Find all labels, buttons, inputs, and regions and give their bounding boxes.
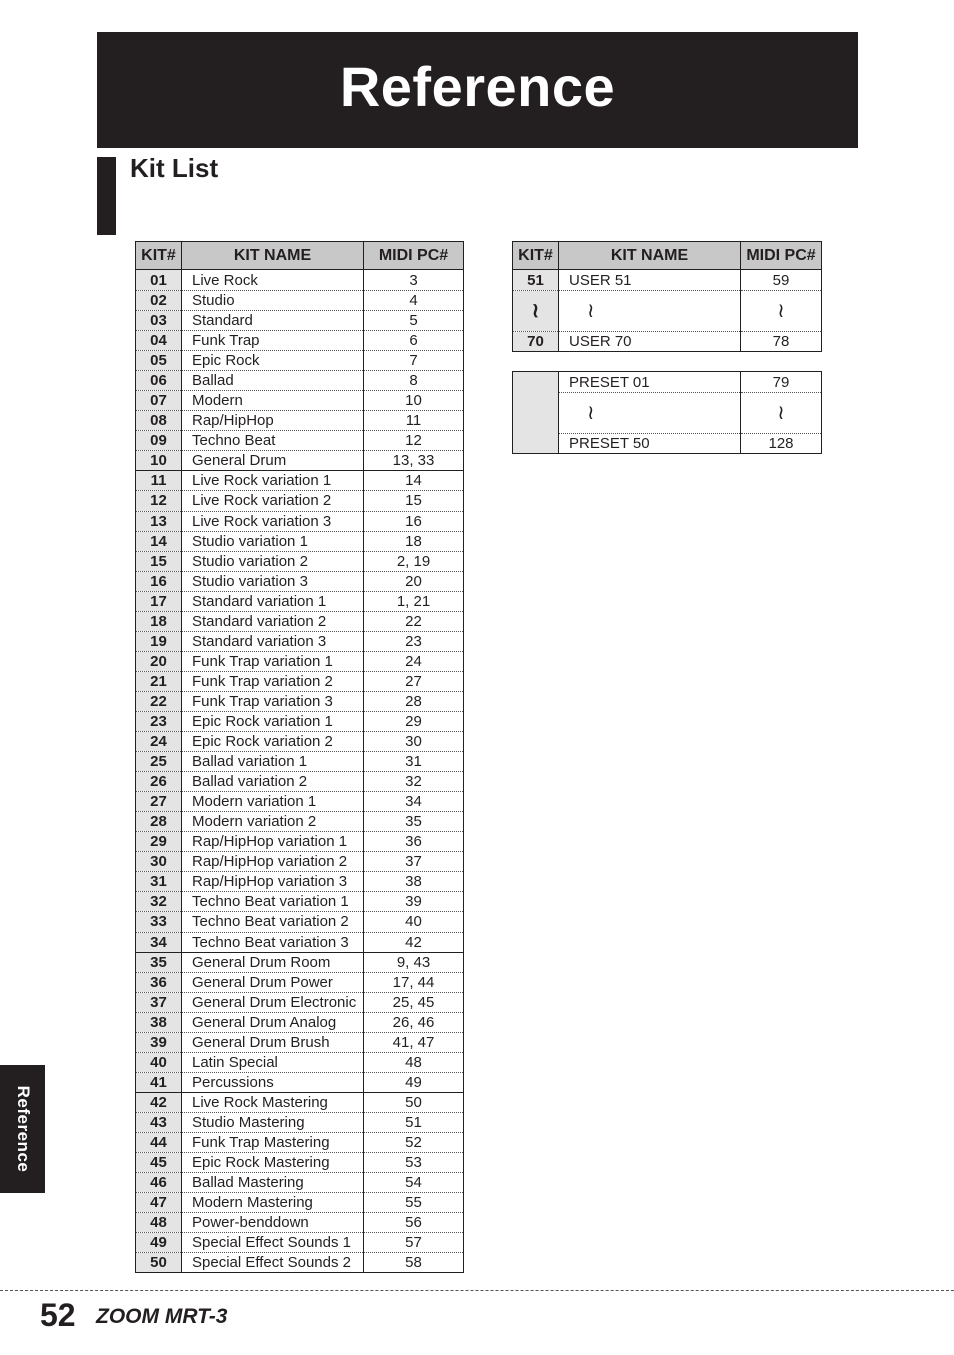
table-row: [136, 972, 464, 992]
kit-name: Live Rock variation 3: [182, 511, 364, 531]
table-row: [136, 892, 464, 912]
kit-name: Rap/HipHop variation 3: [182, 872, 364, 892]
kit-name: USER 51: [559, 270, 741, 291]
table-row: [513, 434, 822, 454]
midi-pc: 39: [364, 892, 464, 912]
kit-number: 35: [136, 952, 182, 972]
midi-pc: 28: [364, 691, 464, 711]
kit-name: Live Rock: [182, 270, 364, 291]
kit-name: Rap/HipHop: [182, 411, 364, 431]
kit-number: 46: [136, 1173, 182, 1193]
kit-number: 34: [136, 932, 182, 952]
kit-name: Epic Rock Mastering: [182, 1153, 364, 1173]
midi-pc: 59: [741, 270, 822, 291]
midi-pc: 53: [364, 1153, 464, 1173]
midi-pc: 8: [364, 371, 464, 391]
midi-pc: 51: [364, 1112, 464, 1132]
kit-name: Modern variation 1: [182, 792, 364, 812]
column-header-kit-number: KIT#: [136, 242, 182, 270]
kit-number: 36: [136, 972, 182, 992]
table-row: [136, 1132, 464, 1152]
side-tab-label: Reference: [13, 1085, 33, 1173]
kit-number: 43: [136, 1112, 182, 1132]
kit-number: 03: [136, 311, 182, 331]
kit-name: Studio variation 2: [182, 551, 364, 571]
midi-pc: 17, 44: [364, 972, 464, 992]
product-name: ZOOM MRT-3: [96, 1305, 228, 1328]
midi-pc: 15: [364, 491, 464, 511]
table-row: [136, 431, 464, 451]
midi-pc: 20: [364, 571, 464, 591]
kit-number: 17: [136, 591, 182, 611]
table-row: [136, 732, 464, 752]
section-title: Kit List: [130, 153, 219, 183]
table-row: [136, 952, 464, 972]
kit-number: 01: [136, 270, 182, 291]
kit-list-body: [136, 270, 464, 1273]
midi-pc: 26, 46: [364, 1012, 464, 1032]
kit-number: 20: [136, 651, 182, 671]
kit-name: Live Rock variation 1: [182, 471, 364, 491]
kit-number: 09: [136, 431, 182, 451]
side-index-tab: [0, 1065, 45, 1193]
midi-pc: 38: [364, 872, 464, 892]
section-marker-bar: [97, 157, 116, 235]
midi-pc: 35: [364, 812, 464, 832]
kit-number-blank: [513, 372, 559, 454]
kit-name: Power-benddown: [182, 1213, 364, 1233]
table-row: [136, 571, 464, 591]
midi-pc: 10: [364, 391, 464, 411]
range-mark: ≀: [741, 291, 822, 332]
footer-divider: [0, 1290, 954, 1291]
midi-pc: 50: [364, 1092, 464, 1112]
midi-pc: 57: [364, 1233, 464, 1253]
column-header-midi-pc: MIDI PC#: [741, 242, 822, 270]
kit-number: 12: [136, 491, 182, 511]
midi-pc: 78: [772, 333, 790, 351]
table-row: [136, 1012, 464, 1032]
kit-name: Special Effect Sounds 2: [182, 1253, 364, 1273]
kit-number: 41: [136, 1072, 182, 1092]
kit-name: PRESET 50: [559, 434, 741, 454]
column-header-kit-name: KIT NAME: [559, 242, 741, 270]
column-header-midi-pc: MIDI PC#: [364, 242, 464, 270]
table-row: [136, 1032, 464, 1052]
kit-name: PRESET 01: [559, 372, 741, 393]
range-mark: ≀: [513, 291, 559, 332]
table-row: [136, 1233, 464, 1253]
kit-name: Techno Beat variation 3: [182, 932, 364, 952]
table-row: [136, 992, 464, 1012]
kit-number: 06: [136, 371, 182, 391]
midi-pc: 31: [364, 752, 464, 772]
table-row: [136, 772, 464, 792]
midi-pc: 14: [364, 471, 464, 491]
kit-number: 44: [136, 1132, 182, 1152]
midi-pc: 2, 19: [364, 551, 464, 571]
kit-number: 07: [136, 391, 182, 411]
table-row: [513, 332, 822, 352]
table-header-row: [136, 242, 464, 270]
kit-number: 23: [136, 711, 182, 731]
kit-name: Live Rock Mastering: [182, 1092, 364, 1112]
kit-name: General Drum: [182, 451, 364, 471]
table-row: [136, 711, 464, 731]
midi-pc: 30: [364, 732, 464, 752]
kit-name: Latin Special: [182, 1052, 364, 1072]
kit-number: 70: [513, 332, 559, 352]
kit-name: Studio variation 1: [182, 531, 364, 551]
table-row: [136, 331, 464, 351]
table-row: [136, 511, 464, 531]
table-row: [136, 1193, 464, 1213]
table-row: [136, 371, 464, 391]
kit-name: Modern variation 2: [182, 812, 364, 832]
table-row: [136, 691, 464, 711]
kit-name: Techno Beat variation 2: [182, 912, 364, 932]
table-row: [136, 531, 464, 551]
midi-pc: 3: [364, 270, 464, 291]
table-row: [136, 591, 464, 611]
kit-name: Techno Beat: [182, 431, 364, 451]
midi-pc: 54: [364, 1173, 464, 1193]
table-header-row: [513, 242, 822, 270]
kit-name: Funk Trap: [182, 331, 364, 351]
page-number: 52: [40, 1297, 76, 1333]
table-row: [136, 792, 464, 812]
table-row: [136, 311, 464, 331]
preset-kit-table: [512, 371, 822, 454]
kit-number: 47: [136, 1193, 182, 1213]
table-row: [136, 832, 464, 852]
table-row: [136, 1213, 464, 1233]
kit-number: 40: [136, 1052, 182, 1072]
table-row: [513, 270, 822, 291]
midi-pc: 37: [364, 852, 464, 872]
range-mark: ≀: [559, 393, 741, 434]
kit-name: Ballad Mastering: [182, 1173, 364, 1193]
kit-number: 37: [136, 992, 182, 1012]
midi-pc: 6: [364, 331, 464, 351]
midi-pc: 11: [364, 411, 464, 431]
table-row: [136, 471, 464, 491]
kit-number: 29: [136, 832, 182, 852]
page-banner: [97, 32, 858, 148]
kit-number: 08: [136, 411, 182, 431]
kit-name: Standard variation 1: [182, 591, 364, 611]
kit-number: 30: [136, 852, 182, 872]
page-title: Reference: [339, 55, 616, 118]
kit-number: 14: [136, 531, 182, 551]
kit-name: Ballad variation 1: [182, 752, 364, 772]
midi-pc: 13, 33: [364, 451, 464, 471]
midi-pc: 27: [364, 671, 464, 691]
kit-name: General Drum Room: [182, 952, 364, 972]
table-row: [136, 912, 464, 932]
kit-name: General Drum Power: [182, 972, 364, 992]
kit-number: 28: [136, 812, 182, 832]
table-row: [136, 1052, 464, 1072]
midi-pc: 7: [364, 351, 464, 371]
kit-number: 19: [136, 631, 182, 651]
kit-number: 39: [136, 1032, 182, 1052]
midi-pc: 40: [364, 912, 464, 932]
midi-pc: 23: [364, 631, 464, 651]
kit-name: USER 70: [559, 332, 741, 352]
kit-number: 27: [136, 792, 182, 812]
midi-pc: 52: [364, 1132, 464, 1152]
user-kit-table: [512, 241, 822, 352]
kit-name: Standard variation 3: [182, 631, 364, 651]
kit-number: 51: [513, 270, 559, 291]
kit-name: Studio Mastering: [182, 1112, 364, 1132]
table-row: [136, 291, 464, 311]
kit-name: General Drum Electronic: [182, 992, 364, 1012]
kit-number: 16: [136, 571, 182, 591]
kit-number: 24: [136, 732, 182, 752]
table-row: [513, 372, 822, 393]
kit-name: Epic Rock: [182, 351, 364, 371]
kit-number: 21: [136, 671, 182, 691]
kit-name: Standard: [182, 311, 364, 331]
kit-number: 38: [136, 1012, 182, 1032]
table-row: [136, 651, 464, 671]
midi-pc: 49: [364, 1072, 464, 1092]
kit-name: Live Rock variation 2: [182, 491, 364, 511]
range-mark: ≀: [741, 393, 822, 434]
kit-number: 02: [136, 291, 182, 311]
kit-name: Ballad: [182, 371, 364, 391]
table-row: [136, 451, 464, 471]
midi-pc: 18: [364, 531, 464, 551]
table-row: [136, 391, 464, 411]
kit-number: 26: [136, 772, 182, 792]
midi-pc: 5: [364, 311, 464, 331]
table-row: [136, 631, 464, 651]
kit-name: Techno Beat variation 1: [182, 892, 364, 912]
kit-number: 22: [136, 691, 182, 711]
kit-name: Studio variation 3: [182, 571, 364, 591]
midi-pc: 79: [741, 372, 822, 393]
range-mark: ≀: [559, 291, 741, 332]
midi-pc: 34: [364, 792, 464, 812]
kit-number: 50: [136, 1253, 182, 1273]
column-header-kit-name: KIT NAME: [182, 242, 364, 270]
kit-number: 25: [136, 752, 182, 772]
table-row: [136, 611, 464, 631]
kit-name: Funk Trap Mastering: [182, 1132, 364, 1152]
range-row: [513, 393, 822, 434]
kit-name: Studio: [182, 291, 364, 311]
midi-pc: 1, 21: [364, 591, 464, 611]
kit-number: 31: [136, 872, 182, 892]
kit-name: Funk Trap variation 2: [182, 671, 364, 691]
kit-name: Standard variation 2: [182, 611, 364, 631]
kit-name: Funk Trap variation 1: [182, 651, 364, 671]
table-row: [136, 752, 464, 772]
kit-name: Funk Trap variation 3: [182, 691, 364, 711]
midi-pc: 29: [364, 711, 464, 731]
midi-pc: 48: [364, 1052, 464, 1072]
kit-name: Epic Rock variation 2: [182, 732, 364, 752]
kit-name: Percussions: [182, 1072, 364, 1092]
kit-name: Epic Rock variation 1: [182, 711, 364, 731]
kit-number: 42: [136, 1092, 182, 1112]
table-row: [136, 411, 464, 431]
kit-number: 32: [136, 892, 182, 912]
kit-name: General Drum Analog: [182, 1012, 364, 1032]
table-row: [136, 932, 464, 952]
table-row: [136, 491, 464, 511]
midi-pc: 56: [364, 1213, 464, 1233]
kit-number: 11: [136, 471, 182, 491]
kit-name: Modern Mastering: [182, 1193, 364, 1213]
table-row: [136, 872, 464, 892]
kit-number: 18: [136, 611, 182, 631]
kit-number: 45: [136, 1153, 182, 1173]
table-row: [136, 551, 464, 571]
table-row: [136, 1153, 464, 1173]
table-row: [136, 1112, 464, 1132]
kit-name: Special Effect Sounds 1: [182, 1233, 364, 1253]
kit-number: 13: [136, 511, 182, 531]
kit-name: General Drum Brush: [182, 1032, 364, 1052]
kit-name: Modern: [182, 391, 364, 411]
kit-name: Ballad variation 2: [182, 772, 364, 792]
midi-pc: 16: [364, 511, 464, 531]
kit-number: 15: [136, 551, 182, 571]
kit-name: Rap/HipHop variation 2: [182, 852, 364, 872]
midi-pc: 32: [364, 772, 464, 792]
kit-number: 48: [136, 1213, 182, 1233]
table-row: [136, 852, 464, 872]
midi-pc: 24: [364, 651, 464, 671]
table-row: [136, 812, 464, 832]
range-row: [513, 291, 822, 332]
midi-pc: 36: [364, 832, 464, 852]
table-row: [136, 1253, 464, 1273]
midi-pc: 58: [405, 1254, 422, 1272]
midi-pc: 9, 43: [364, 952, 464, 972]
midi-pc: 55: [364, 1193, 464, 1213]
kit-number: 33: [136, 912, 182, 932]
kit-number: 04: [136, 331, 182, 351]
table-row: [136, 351, 464, 371]
midi-pc: 25, 45: [364, 992, 464, 1012]
column-header-kit-number: KIT#: [513, 242, 559, 270]
table-row: [136, 270, 464, 291]
midi-pc: 42: [364, 932, 464, 952]
kit-number: 05: [136, 351, 182, 371]
midi-pc: 41, 47: [364, 1032, 464, 1052]
midi-pc: 4: [364, 291, 464, 311]
kit-list-table: [135, 241, 464, 1273]
midi-pc: 22: [364, 611, 464, 631]
table-row: [136, 1173, 464, 1193]
table-row: [136, 671, 464, 691]
kit-name: Rap/HipHop variation 1: [182, 832, 364, 852]
table-row: [136, 1072, 464, 1092]
midi-pc: 12: [364, 431, 464, 451]
kit-number: 10: [136, 451, 182, 471]
midi-pc: 128: [768, 435, 794, 453]
kit-number: 49: [136, 1233, 182, 1253]
table-row: [136, 1092, 464, 1112]
